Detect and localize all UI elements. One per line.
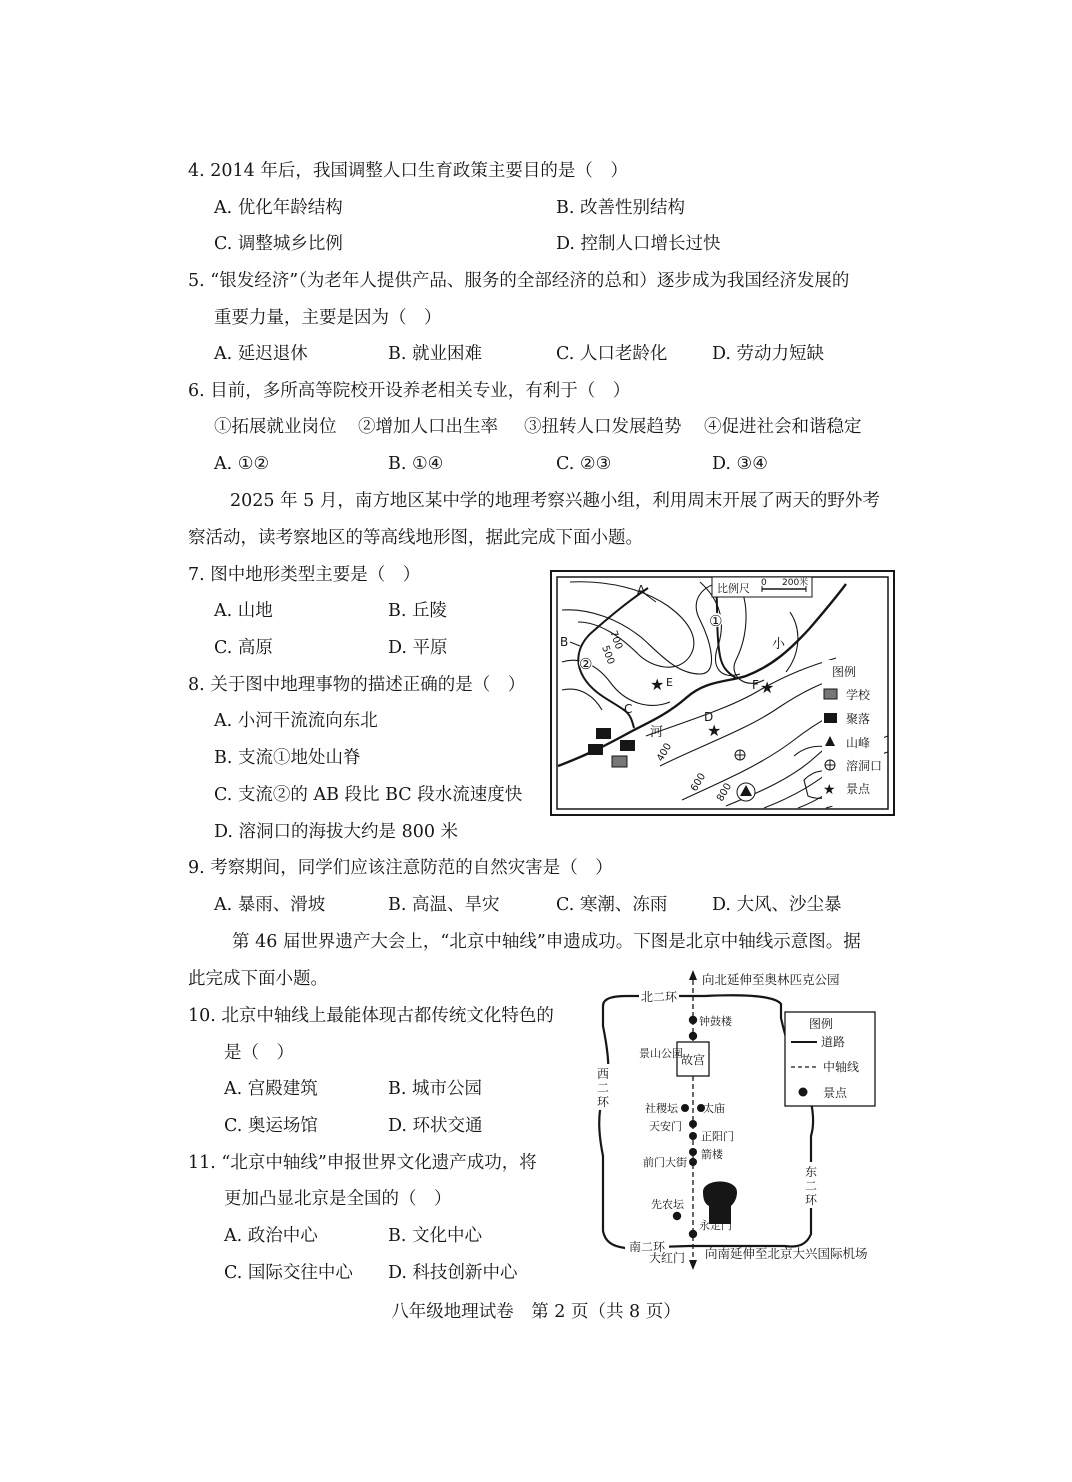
q4-option-c: C. 调整城乡比例 xyxy=(214,234,343,254)
q10-option-d: D. 环状交通 xyxy=(388,1116,483,1136)
branch-label-2: ② xyxy=(579,655,593,673)
site-qianmen-street: 前门大街 xyxy=(643,1156,687,1169)
q11-stem-line1: 11. “北京中轴线”申报世界文化遗产成功，将 xyxy=(188,1153,537,1173)
contour-label-700: 700 xyxy=(607,629,625,651)
school-marker xyxy=(612,756,627,767)
q6-option-b: B. ①④ xyxy=(388,454,444,474)
site-dot-bell-drum-tower xyxy=(689,1016,697,1024)
site-bell-drum-tower: 钟鼓楼 xyxy=(699,1015,732,1028)
legend-cave: 溶洞口 xyxy=(846,759,883,773)
river-char-1: 小 xyxy=(772,637,786,652)
q6-item-3: ③扭转人口发展趋势 xyxy=(524,417,682,437)
q10-stem-line2: 是（ ） xyxy=(224,1043,294,1063)
q6-option-d: D. ③④ xyxy=(712,454,768,474)
q6-item-1: ①拓展就业岗位 xyxy=(214,417,337,437)
scale-label: 比例尺 xyxy=(717,582,750,595)
north-extension-label: 向北延伸至奥林匹克公园 xyxy=(702,972,840,987)
east-ring-char-1: 东 xyxy=(805,1165,818,1179)
q9-option-b: B. 高温、旱灾 xyxy=(388,895,500,915)
q11-option-b: B. 文化中心 xyxy=(388,1226,482,1246)
q7-option-c: C. 高原 xyxy=(214,638,273,658)
site-dot-tiananmen xyxy=(689,1120,697,1128)
legend-settlement-swatch xyxy=(824,713,837,723)
legend-site-swatch xyxy=(799,1088,808,1097)
north-arrow xyxy=(689,970,697,980)
passage2-line2: 此完成下面小题。 xyxy=(188,969,328,989)
scenic-star-d: ★ xyxy=(707,721,722,740)
west-ring-char-2: 二 xyxy=(597,1081,610,1095)
q7-option-d: D. 平原 xyxy=(388,638,448,658)
q11-option-a: A. 政治中心 xyxy=(224,1226,318,1246)
legend-axis: 中轴线 xyxy=(823,1060,860,1074)
river-char-2: 河 xyxy=(650,725,664,740)
q4-option-b: B. 改善性别结构 xyxy=(556,198,685,218)
contour-label-800: 800 xyxy=(715,781,735,804)
temple-of-heaven-shape xyxy=(703,1182,737,1225)
passage2-line1: 第 46 届世界遗产大会上，“北京中轴线”申遗成功。下图是北京中轴线示意图。据 xyxy=(232,932,861,952)
site-shejitan: 社稷坛 xyxy=(645,1102,678,1115)
point-label-a: A xyxy=(637,583,646,597)
scale-max: 200米 xyxy=(782,578,809,588)
site-dot-xiannongtan xyxy=(673,1212,681,1220)
q6-option-c: C. ②③ xyxy=(556,454,612,474)
legend-scenic-swatch: ★ xyxy=(823,782,836,798)
q8-option-b: B. 支流①地处山脊 xyxy=(214,748,361,768)
east-ring-char-2: 二 xyxy=(805,1179,818,1193)
legend-road: 道路 xyxy=(821,1035,846,1049)
axis-map-svg xyxy=(585,966,895,1272)
map2-legend-title: 图例 xyxy=(809,1017,834,1031)
q8-option-c: C. 支流②的 AB 段比 BC 段水流速度快 xyxy=(214,785,523,805)
contour-map-svg xyxy=(550,570,895,816)
q7-stem: 7. 图中地形类型主要是（ ） xyxy=(188,565,421,585)
site-dot-shejitan xyxy=(681,1104,689,1112)
point-label-d: D xyxy=(704,710,714,724)
site-dot-qianmen-street xyxy=(689,1158,697,1166)
site-dahongmen: 大红门 xyxy=(649,1251,686,1265)
axis-map xyxy=(585,966,895,1272)
q9-option-d: D. 大风、沙尘暴 xyxy=(712,895,842,915)
q11-option-d: D. 科技创新中心 xyxy=(388,1263,518,1283)
q5-option-c: C. 人口老龄化 xyxy=(556,344,668,364)
q10-option-b: B. 城市公园 xyxy=(388,1079,482,1099)
q8-option-a: A. 小河干流流向东北 xyxy=(214,711,378,731)
q6-stem: 6. 目前，多所高等院校开设养老相关专业，有利于（ ） xyxy=(188,381,631,401)
q6-item-4: ④促进社会和谐稳定 xyxy=(704,417,862,437)
contour-label-400: 400 xyxy=(655,741,675,764)
site-taimiao: 太庙 xyxy=(703,1102,725,1115)
legend-school: 学校 xyxy=(846,688,871,702)
passage1-line1: 2025 年 5 月，南方地区某中学的地理考察兴趣小组，利用周末开展了两天的野外考 xyxy=(230,491,880,511)
q5-stem-line1: 5. “银发经济”（为老年人提供产品、服务的全部经济的总和）逐步成为我国经济发展的 xyxy=(188,271,850,291)
point-label-b: B xyxy=(560,635,569,649)
point-label-e: E xyxy=(666,676,673,689)
legend-scenic: 景点 xyxy=(846,782,871,796)
scenic-star-e: ★ xyxy=(650,675,665,694)
q10-stem-line1: 10. 北京中轴线上最能体现古都传统文化特色的 xyxy=(188,1006,554,1026)
q11-option-c: C. 国际交往中心 xyxy=(224,1263,353,1283)
q9-option-c: C. 寒潮、冻雨 xyxy=(556,895,668,915)
site-jianlou: 箭楼 xyxy=(701,1148,723,1161)
q6-item-2: ②增加人口出生率 xyxy=(358,417,498,437)
q5-stem-line2: 重要力量，主要是因为（ ） xyxy=(214,308,442,328)
q7-option-a: A. 山地 xyxy=(214,601,273,621)
south-ring-label: 南二环 xyxy=(629,1240,666,1254)
branch-label-1: ① xyxy=(709,612,723,630)
contour-map xyxy=(550,570,895,816)
north-ring-label: 北二环 xyxy=(641,990,678,1004)
east-ring-char-3: 环 xyxy=(805,1193,818,1207)
south-arrow xyxy=(689,1260,697,1270)
west-ring-char-1: 西 xyxy=(597,1067,610,1081)
contour-label-600: 600 xyxy=(689,771,709,794)
site-yongdingmen: 永定门 xyxy=(699,1219,732,1232)
q4-stem: 4. 2014 年后，我国调整人口生育政策主要目的是（ ） xyxy=(188,161,628,181)
site-dot-zhengyangmen xyxy=(689,1132,697,1140)
settlement-marker xyxy=(620,740,635,751)
q11-stem-line2: 更加凸显北京是全国的（ ） xyxy=(224,1189,452,1209)
site-zhengyangmen: 正阳门 xyxy=(701,1130,734,1143)
legend-site: 景点 xyxy=(823,1086,848,1100)
contour-label-500: 500 xyxy=(599,644,617,666)
west-ring-char-3: 环 xyxy=(597,1095,610,1109)
q5-option-b: B. 就业困难 xyxy=(388,344,482,364)
site-dot-jingshan-park xyxy=(689,1032,697,1040)
site-forbidden-city: 故宫 xyxy=(681,1053,706,1067)
q4-option-d: D. 控制人口增长过快 xyxy=(556,234,721,254)
q7-option-b: B. 丘陵 xyxy=(388,601,447,621)
q4-option-a: A. 优化年龄结构 xyxy=(214,198,343,218)
site-dot-yongdingmen xyxy=(689,1230,697,1238)
passage1-line2: 察活动，读考察地区的等高线地形图，据此完成下面小题。 xyxy=(188,528,643,548)
q10-option-a: A. 宫殿建筑 xyxy=(224,1079,318,1099)
q10-option-c: C. 奥运场馆 xyxy=(224,1116,318,1136)
settlement-marker xyxy=(596,728,611,739)
q6-option-a: A. ①② xyxy=(214,454,270,474)
site-jingshan-park: 景山公园 xyxy=(639,1047,683,1060)
q9-option-a: A. 暴雨、滑坡 xyxy=(214,895,326,915)
point-label-c: C xyxy=(624,702,633,716)
settlement-marker xyxy=(588,744,603,755)
scenic-star-f: ★ xyxy=(760,678,775,697)
legend-school-swatch xyxy=(824,689,837,699)
legend-settlement: 聚落 xyxy=(846,712,871,726)
page-footer: 八年级地理试卷 第 2 页（共 8 页） xyxy=(391,1302,681,1322)
point-label-f: F xyxy=(752,678,759,692)
legend-peak: 山峰 xyxy=(846,736,871,750)
second-ring-road xyxy=(599,995,813,1248)
site-xiannongtan: 先农坛 xyxy=(651,1198,684,1211)
q5-option-d: D. 劳动力短缺 xyxy=(712,344,825,364)
site-tiananmen: 天安门 xyxy=(649,1120,682,1133)
q8-option-d: D. 溶洞口的海拔大约是 800 米 xyxy=(214,822,459,842)
q9-stem: 9. 考察期间，同学们应该注意防范的自然灾害是（ ） xyxy=(188,858,613,878)
q5-option-a: A. 延迟退休 xyxy=(214,344,308,364)
south-extension-label: 向南延伸至北京大兴国际机场 xyxy=(705,1246,868,1261)
q8-stem: 8. 关于图中地理事物的描述正确的是（ ） xyxy=(188,675,526,695)
map1-legend-title: 图例 xyxy=(832,665,857,679)
scale-zero: 0 xyxy=(761,578,767,588)
site-dot-jianlou xyxy=(689,1148,697,1156)
